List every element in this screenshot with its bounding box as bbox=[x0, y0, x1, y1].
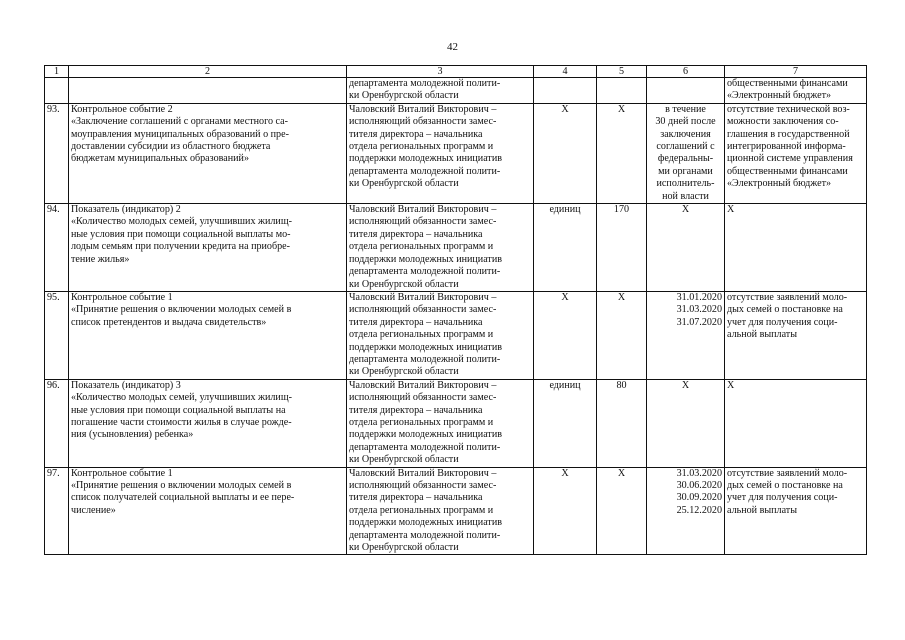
text-line: ные условия при помощи социальной выплаты на bbox=[71, 404, 286, 416]
text-line: Х bbox=[681, 379, 690, 391]
text-line: список претендентов и выдача свидетельств» bbox=[71, 316, 267, 328]
row-number-cell bbox=[45, 78, 69, 104]
text-line: погашение части стоимости жилья в случае рожде- bbox=[71, 416, 292, 428]
text-line: учет для получения соци- bbox=[727, 316, 838, 328]
description-cell bbox=[69, 103, 347, 203]
text-line: Чаловский Виталий Викторович – bbox=[349, 103, 497, 115]
text-line: ные условия при помощи социальной выплаты мо- bbox=[71, 228, 291, 240]
text-line: Х bbox=[727, 379, 735, 391]
header-row bbox=[45, 66, 867, 78]
text-line: «Электронный бюджет» bbox=[727, 178, 832, 190]
text-line: 31.07.2020 bbox=[676, 316, 722, 328]
row-number-cell: 93. bbox=[45, 103, 69, 203]
text-line: ки Оренбургской области bbox=[349, 366, 459, 378]
text-line: «Количество молодых семей, улучшивших жилищ- bbox=[71, 392, 292, 404]
text-line: лодым семьям при получении кредита на приобре- bbox=[71, 241, 291, 253]
text-line: исполняющий обязанности замес- bbox=[349, 480, 497, 491]
description-cell bbox=[69, 78, 347, 104]
text-line: ки Оренбургской области bbox=[349, 90, 459, 102]
text-line: интегрированной информа- bbox=[727, 141, 846, 153]
text-line: ки Оренбургской области bbox=[349, 278, 459, 290]
unit-cell: Х bbox=[534, 291, 597, 379]
text-line: исполняющий обязанности замес- bbox=[349, 304, 497, 316]
unit-cell: единиц bbox=[534, 204, 597, 292]
text-line: тение жилья» bbox=[71, 253, 130, 265]
text-line: поддержки молодежных инициатив bbox=[349, 341, 503, 353]
text-line: «Принятие решения о включении молодых семей в bbox=[71, 480, 292, 491]
value-cell: Х bbox=[597, 291, 647, 379]
header-cell: 6 bbox=[647, 66, 725, 78]
text-line: 30 дней после bbox=[655, 116, 716, 128]
row-number-cell: 97. bbox=[45, 467, 69, 555]
value-cell: Х bbox=[597, 103, 647, 203]
deadline-cell bbox=[647, 78, 725, 104]
text-line: альной выплаты bbox=[727, 329, 797, 341]
text-line: Чаловский Виталий Викторович – bbox=[349, 379, 497, 391]
deadline-cell bbox=[647, 291, 725, 379]
text-line: отдела региональных программ и bbox=[349, 416, 494, 428]
text-line: исполнитель- bbox=[656, 178, 715, 190]
unit-cell bbox=[534, 78, 597, 104]
responsible-cell bbox=[347, 204, 534, 292]
text-line: Контрольное событие 1 bbox=[71, 291, 173, 303]
continuation-row bbox=[45, 78, 867, 104]
text-line: поддержки молодежных инициатив bbox=[349, 253, 503, 265]
row-number-cell: 95. bbox=[45, 291, 69, 379]
text-line: «Заключение соглашений с органами местного са- bbox=[71, 116, 288, 128]
text-line: ки Оренбургской области bbox=[349, 454, 459, 466]
text-line: отдела региональных программ и bbox=[349, 504, 494, 516]
text-line: дых семей о постановке на bbox=[727, 480, 843, 491]
unit-cell: единиц bbox=[534, 379, 597, 467]
text-line: отдела региональных программ и bbox=[349, 141, 494, 153]
text-line: 31.01.2020 bbox=[676, 291, 722, 303]
text-line: 25.12.2020 bbox=[676, 504, 722, 516]
text-line: тителя директора – начальника bbox=[349, 316, 483, 328]
text-line: департамента молодежной полити- bbox=[349, 266, 501, 278]
text-line: Чаловский Виталий Викторович – bbox=[349, 291, 497, 303]
header-cell: 1 bbox=[45, 66, 69, 78]
text-line: Чаловский Виталий Викторович – bbox=[349, 467, 497, 479]
text-line: бюджетам муниципальных образований» bbox=[71, 153, 250, 165]
responsible-cell bbox=[347, 78, 534, 104]
text-line: дых семей о постановке на bbox=[727, 304, 843, 316]
text-line: учет для получения соци- bbox=[727, 492, 838, 504]
note-cell bbox=[725, 379, 867, 467]
text-line: тителя директора – начальника bbox=[349, 404, 483, 416]
text-line: департамента молодежной полити- bbox=[349, 165, 501, 177]
text-line: ния (усыновления) ребенка» bbox=[71, 429, 194, 441]
text-line: числение» bbox=[71, 504, 116, 516]
description-cell bbox=[69, 204, 347, 292]
text-line: исполняющий обязанности замес- bbox=[349, 392, 497, 404]
header-cell: 5 bbox=[597, 66, 647, 78]
text-line: департамента молодежной полити- bbox=[349, 353, 501, 365]
description-cell bbox=[69, 467, 347, 555]
text-line: «Электронный бюджет» bbox=[727, 90, 832, 102]
text-line: ми органами bbox=[658, 165, 713, 177]
header-cell: 7 bbox=[725, 66, 867, 78]
table-row bbox=[45, 379, 867, 467]
deadline-cell bbox=[647, 467, 725, 555]
text-line: ной власти bbox=[662, 190, 709, 202]
text-line: 30.06.2020 bbox=[676, 480, 722, 491]
table-row bbox=[45, 291, 867, 379]
header-cell: 4 bbox=[534, 66, 597, 78]
value-cell: 80 bbox=[597, 379, 647, 467]
text-line: федеральны- bbox=[657, 153, 714, 165]
note-cell bbox=[725, 291, 867, 379]
text-line: «Принятие решения о включении молодых семей в bbox=[71, 304, 292, 316]
text-line: глашения в государственной bbox=[727, 128, 850, 140]
text-line: 30.09.2020 bbox=[676, 492, 722, 504]
text-line: Чаловский Виталий Викторович – bbox=[349, 204, 497, 216]
text-line: список получателей социальной выплаты и ее пере- bbox=[71, 492, 295, 504]
text-line: департамента молодежной полити- bbox=[349, 78, 501, 89]
text-line: можности заключения со- bbox=[727, 116, 839, 128]
text-line: отсутствие технической воз- bbox=[727, 103, 850, 115]
value-cell: 170 bbox=[597, 204, 647, 292]
text-line: департамента молодежной полити- bbox=[349, 441, 501, 453]
unit-cell: Х bbox=[534, 467, 597, 555]
text-line: в течение bbox=[665, 103, 706, 115]
text-line: ционной системе управления bbox=[727, 153, 853, 165]
text-line: отсутствие заявлений моло- bbox=[727, 291, 848, 303]
description-cell bbox=[69, 291, 347, 379]
responsible-cell bbox=[347, 291, 534, 379]
value-cell: Х bbox=[597, 467, 647, 555]
description-cell bbox=[69, 379, 347, 467]
text-line: тителя директора – начальника bbox=[349, 228, 483, 240]
text-line: моуправления муниципальных образований о пре- bbox=[71, 128, 289, 140]
text-line: отсутствие заявлений моло- bbox=[727, 467, 848, 479]
text-line: поддержки молодежных инициатив bbox=[349, 429, 503, 441]
responsible-cell bbox=[347, 379, 534, 467]
deadline-cell bbox=[647, 204, 725, 292]
text-line: общественными финансами bbox=[727, 165, 848, 177]
data-table bbox=[44, 65, 867, 555]
header-cell: 3 bbox=[347, 66, 534, 78]
text-line: тителя директора – начальника bbox=[349, 128, 483, 140]
page-number: 42 bbox=[447, 41, 458, 53]
text-line: поддержки молодежных инициатив bbox=[349, 153, 503, 165]
text-line: Х bbox=[727, 204, 735, 216]
text-line: ки Оренбургской области bbox=[349, 178, 459, 190]
note-cell bbox=[725, 467, 867, 555]
text-line: доставлении субсидии из областного бюджета bbox=[71, 141, 271, 153]
text-line: 31.03.2020 bbox=[676, 304, 722, 316]
note-cell bbox=[725, 78, 867, 104]
text-line: отдела региональных программ и bbox=[349, 241, 494, 253]
text-line: Х bbox=[681, 204, 690, 216]
note-cell bbox=[725, 103, 867, 203]
text-line: департамента молодежной полити- bbox=[349, 529, 501, 541]
responsible-cell bbox=[347, 103, 534, 203]
text-line: тителя директора – начальника bbox=[349, 492, 483, 504]
text-line: общественными финансами bbox=[727, 78, 848, 89]
table-row bbox=[45, 204, 867, 292]
deadline-cell bbox=[647, 103, 725, 203]
text-line: исполняющий обязанности замес- bbox=[349, 216, 497, 228]
text-line: Показатель (индикатор) 2 bbox=[71, 204, 181, 216]
text-line: заключения bbox=[660, 128, 711, 140]
text-line: Показатель (индикатор) 3 bbox=[71, 379, 181, 391]
text-line: ки Оренбургской области bbox=[349, 542, 459, 554]
text-line: 31.03.2020 bbox=[676, 467, 722, 479]
text-line: отдела региональных программ и bbox=[349, 329, 494, 341]
table-row bbox=[45, 103, 867, 203]
table-row bbox=[45, 467, 867, 555]
text-line: поддержки молодежных инициатив bbox=[349, 517, 503, 529]
text-line: «Количество молодых семей, улучшивших жилищ- bbox=[71, 216, 292, 228]
header-cell: 2 bbox=[69, 66, 347, 78]
text-line: Контрольное событие 1 bbox=[71, 467, 173, 479]
text-line: соглашений с bbox=[656, 141, 715, 153]
responsible-cell bbox=[347, 467, 534, 555]
text-line: Контрольное событие 2 bbox=[71, 103, 173, 115]
deadline-cell bbox=[647, 379, 725, 467]
text-line: альной выплаты bbox=[727, 504, 797, 516]
row-number-cell: 96. bbox=[45, 379, 69, 467]
row-number-cell: 94. bbox=[45, 204, 69, 292]
unit-cell: Х bbox=[534, 103, 597, 203]
note-cell bbox=[725, 204, 867, 292]
value-cell bbox=[597, 78, 647, 104]
text-line: исполняющий обязанности замес- bbox=[349, 116, 497, 128]
